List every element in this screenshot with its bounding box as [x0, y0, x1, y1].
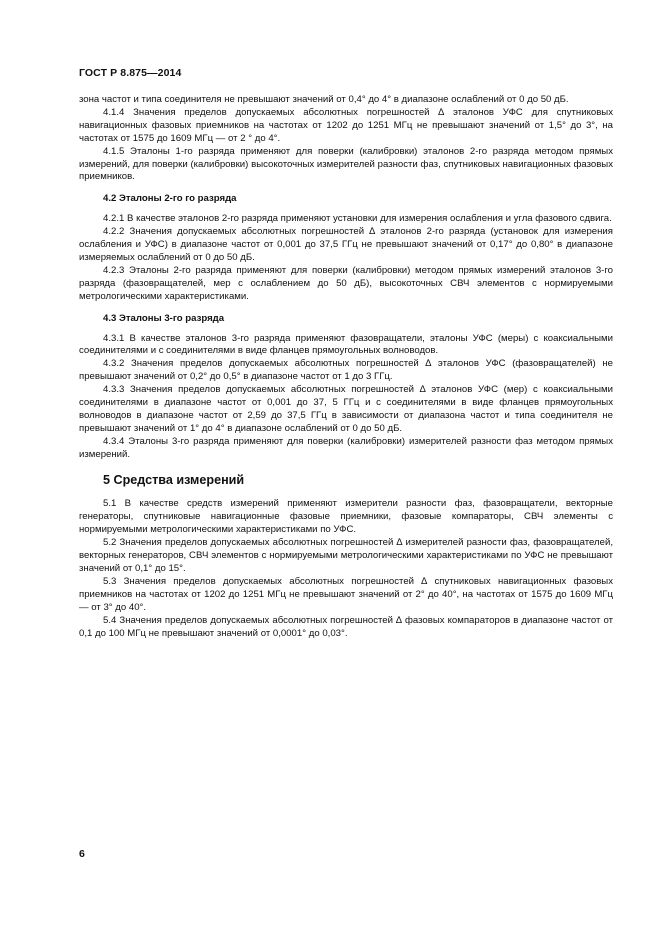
paragraph-4-2-3: 4.2.3 Эталоны 2-го разряда применяют для поверки (калибровки) методом прямых измерений эталонов 3-го разряда (фазовращателей, мер с ослаблением до 50 дБ), высокоточных СВЧ элементов с нормируемыми метрологическими характеристиками.	[79, 264, 613, 302]
section-heading-4-2: 4.2 Эталоны 2-го го разряда	[103, 193, 237, 205]
paragraph-4-3-2: 4.3.2 Значения пределов допускаемых абсолютных погрешностей ∆ эталонов УФС (фазовращателей) не превышают значений от 0,2° до 0,5° в диапазоне частот от 1 до 3 ГГц.	[79, 358, 613, 383]
paragraph-5-2: 5.2 Значения пределов допускаемых абсолютных погрешностей ∆ измерителей разности фаз, фазовращателей, векторных генераторов, СВЧ элементов с нормируемыми метрологическими характеристиками по УФС не превышают значений от 0,1° до 15°.	[79, 537, 613, 574]
paragraph-4-1-4: 4.1.4 Значения пределов допускаемых абсолютных погрешностей ∆ эталонов УФС для спутниковых навигационных фазовых приемников на частотах от 1202 до 1251 МГц не превышают значений от 1,5° до 3°, на частотах от 1575 до 1609 МГц — от 2 ° до 4°.	[79, 106, 613, 144]
paragraph-4-3-4: 4.3.4 Эталоны 3-го разряда применяют для поверки (калибровки) измерителей разности фаз методом прямых измерений.	[79, 435, 613, 460]
paragraph-5-4: 5.4 Значения пределов допускаемых абсолютных погрешностей ∆ фазовых компараторов в диапазоне частот от 0,1 до 100 МГц не превышают значений от 0,0001° до 0,03°.	[79, 614, 613, 639]
paragraph: зона частот и типа соединителя не превышают значений от 0,4° до 4° в диапазоне ослаблений от 0 до 50 дБ.	[79, 94, 569, 105]
document-header: ГОСТ Р 8.875—2014	[79, 67, 182, 79]
paragraph-5-1: 5.1 В качестве средств измерений применяют измерители разности фаз, фазовращатели, векторные генераторы, спутниковые навигационные фазовые приемники, фазовые компараторы, СВЧ элементы с нормируемыми метрологическими характеристиками по УФС.	[79, 498, 613, 536]
paragraph-4-2-1: 4.2.1 В качестве эталонов 2-го разряда применяют установки для измерения ослабления и угла фазового сдвига.	[103, 213, 612, 225]
paragraph-4-2-2: 4.2.2 Значения допускаемых абсолютных погрешностей ∆ эталонов 2-го разряда (установок для измерения ослабления и УФС) в диапазоне частот от 0,001 до 37,5 ГГц не превышают значений от 0,17° до 0,80° в диапазоне измеряемых ослаблений от 0 до 50 дБ.	[79, 226, 613, 263]
paragraph-4-3-1: 4.3.1 В качестве эталонов 3-го разряда применяют фазовращатели, эталоны УФС (меры) с коаксиальными соединителями и с соединителями в виде фланцев прямоугольных волноводов.	[79, 332, 613, 357]
paragraph-4-3-3: 4.3.3 Значения пределов допускаемых абсолютных погрешностей ∆ эталонов УФС (мер) с коаксиальными соединителями в диапазоне частот от 0,001 до 37, 5 ГГц и с соединителями в виде фланцев прямоугольных волноводов в диапазоне частот от 2,59 до 37,5 ГГц в зависимости от диапазона частот и типа соединителя не превышают значений от 1° до 4° в диапазоне ослаблений от 0 до 50 дБ.	[79, 384, 613, 434]
paragraph-4-1-5: 4.1.5 Эталоны 1-го разряда применяют для поверки (калибровки) эталонов 2-го разряда методом прямых измерений, для поверки (калибровки) высокоточных измерителей разности фаз, спутниковых навигационных фазовых приемников.	[79, 145, 613, 183]
document-body	[79, 94, 613, 640]
paragraph-5-3: 5.3 Значения пределов допускаемых абсолютных погрешностей ∆ спутниковых навигационных фазовых приемников на частотах от 1202 до 1251 МГц не превышают значений от 2° до 40°, на частотах от 1575 до 1609 МГц — от 3° до 40°.	[79, 575, 613, 613]
page-number: 6	[79, 848, 85, 860]
section-heading-5: 5 Средства измерений	[103, 472, 245, 487]
section-heading-4-3: 4.3 Эталоны 3-го разряда	[103, 312, 225, 324]
